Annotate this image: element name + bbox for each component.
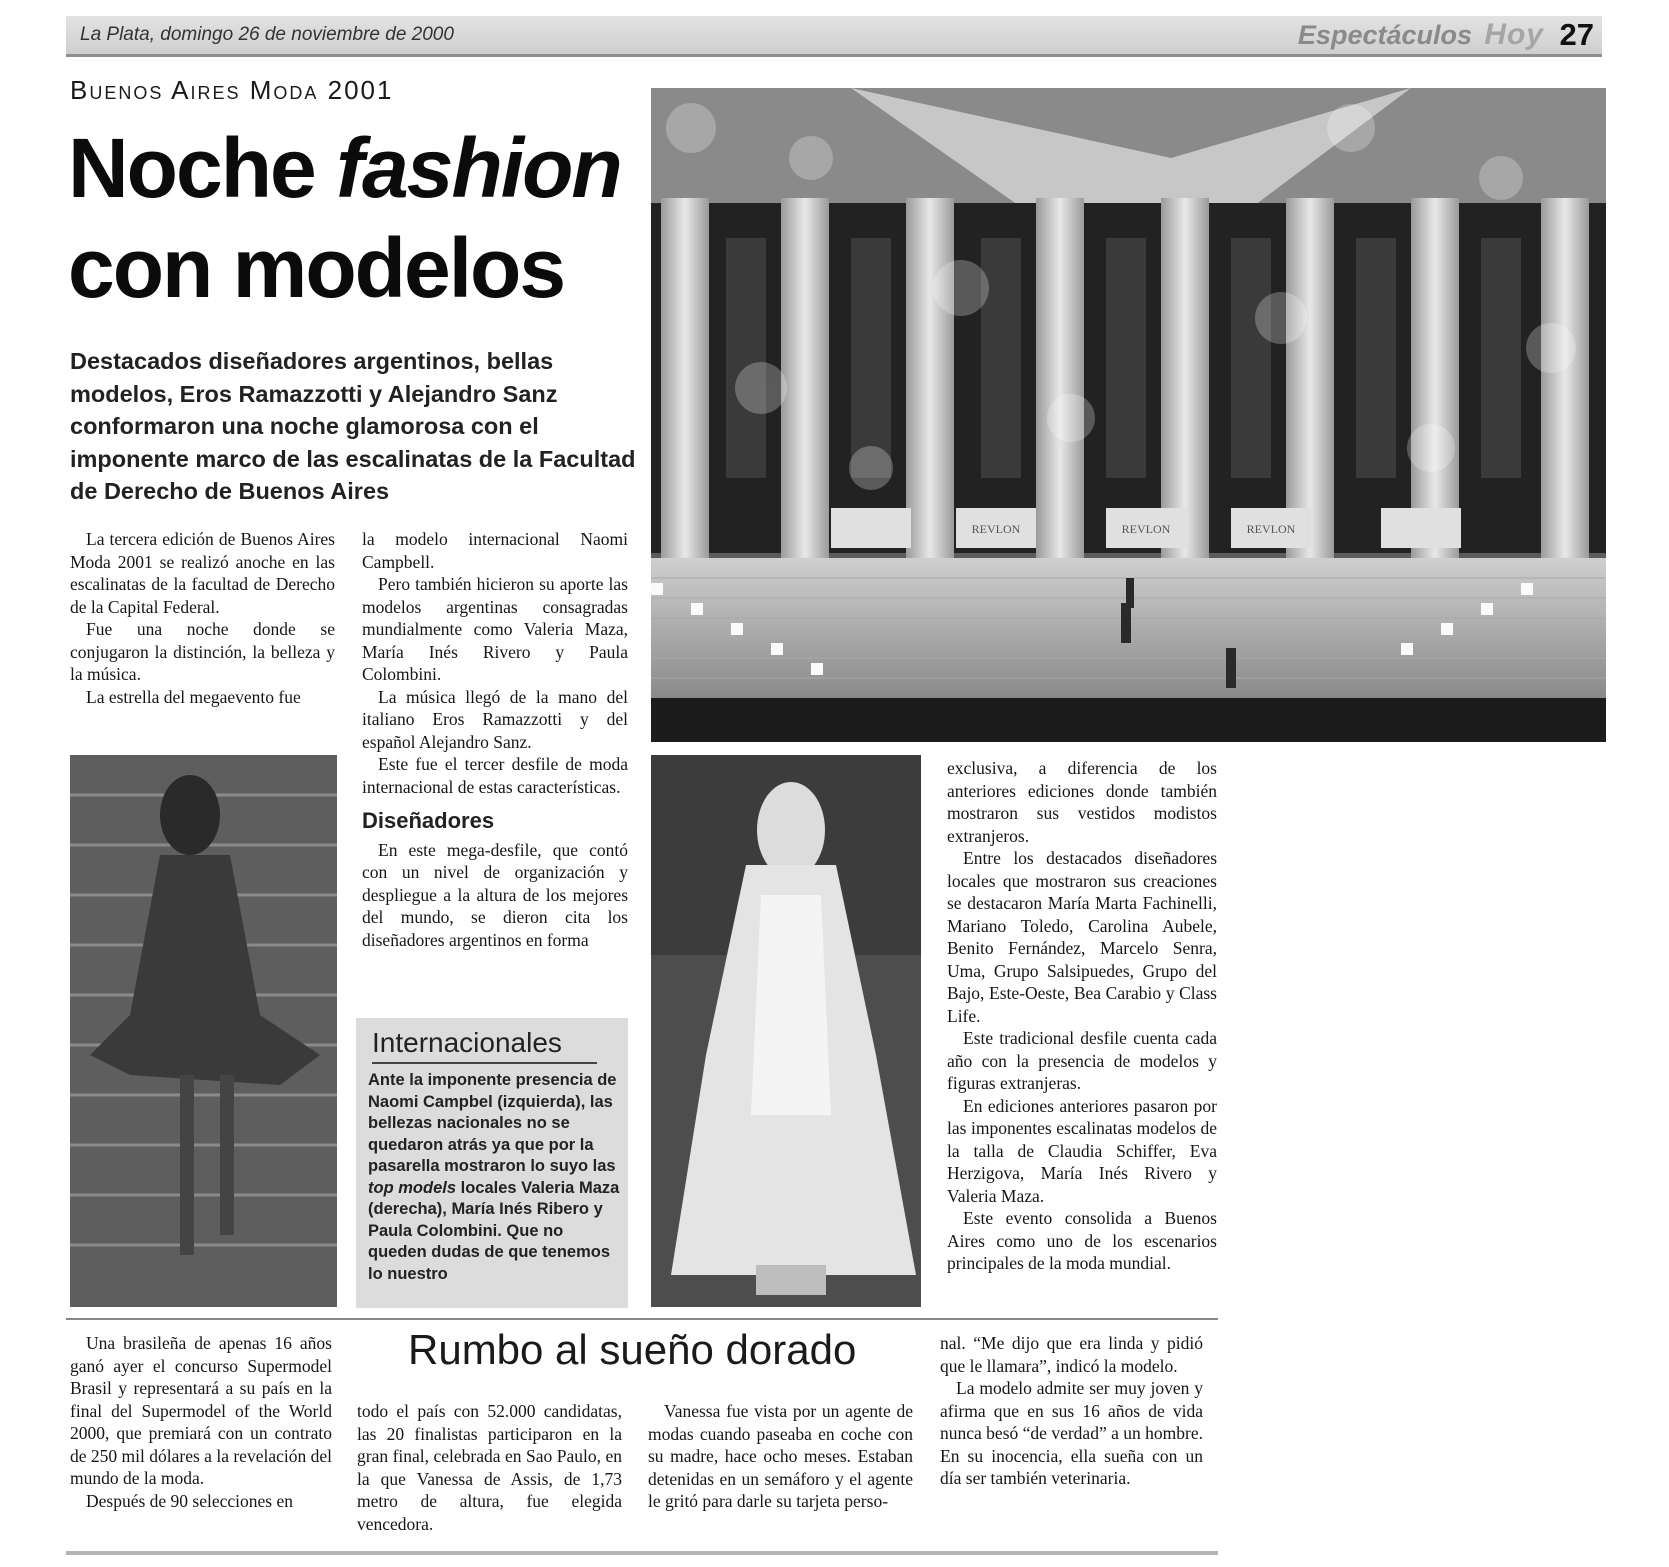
section-name: Espectáculos [1297, 20, 1472, 50]
paragraph: Este evento consolida a Buenos Aires como uno de los escenarios principales de la moda mundial. [947, 1208, 1217, 1273]
bottom-column-1 [70, 1332, 332, 1512]
paragraph: Entre los destacados diseñadores locales que mostraron sus creaciones se destacaron María Marta Fachinelli, Mariano Toledo, Carolina Aubele, Benito Fernández, Marcelo Senra, Uma, Grupo Salsipuedes, Grupo del Bajo, Este-Oeste, Bea Carabio y Class Life. [947, 848, 1217, 1026]
box-body-part-1: Ante la imponente presencia de Naomi Campbel (izquierda), las bellezas nacionales no se quedaron atrás ya que por la pasarella mostraron lo suyo las [368, 1071, 617, 1175]
box-title-rule [372, 1062, 597, 1064]
model-right-illustration [651, 755, 921, 1307]
photo-model-right [651, 755, 921, 1307]
article-kicker: Buenos Aires Moda 2001 [70, 75, 394, 105]
paragraph: La música llegó de la mano del italiano Eros Ramazzotti y del español Alejandro Sanz. [362, 686, 628, 752]
facade-banner-3: REVLON [1246, 522, 1296, 536]
paragraph: nal. “Me dijo que era linda y pidió que le llamara”, indicó la modelo. [940, 1333, 1203, 1376]
dateline: La Plata, domingo 26 de noviembre de 2000 [80, 24, 454, 45]
box-title: Internacionales [372, 1027, 562, 1058]
photo-model-left [70, 755, 337, 1307]
paragraph: Vanessa fue vista por un agente de modas cuando paseaba en coche con su madre, hace ocho meses. Estaban detenidas en un semáforo y el agente le gritó para darle su tarjeta perso- [648, 1401, 913, 1511]
facade-illustration [651, 88, 1606, 742]
bottom-article-title: Rumbo al sueño dorado [408, 1326, 857, 1373]
paragraph: Este fue el tercer desfile de moda internacional de estas características. [362, 754, 628, 797]
facade-banner-1: REVLON [971, 522, 1021, 536]
paragraph: exclusiva, a diferencia de los anteriores ediciones donde también mostraron sus vestidos modistos extranjeros. [947, 758, 1217, 846]
headline-part-1: Noche [68, 121, 315, 215]
paragraph: la modelo internacional Naomi Campbell. [362, 529, 628, 572]
article-column-3 [947, 757, 1217, 1275]
paragraph: Después de 90 selecciones en [86, 1490, 294, 1511]
facade-banner-2: REVLON [1121, 522, 1171, 536]
article-column-1 [70, 528, 335, 708]
paragraph: En este mega-desfile, que contó con un nivel de organización y despliegue a la altura de los mejores del mundo, se dieron cita los diseñadores argentinos en forma [362, 839, 628, 950]
box-body [368, 1070, 620, 1285]
paragraph: Una brasileña de apenas 16 años ganó ayer el concurso Supermodel Brasil y representará a su país en la final del Supermodel of the World 2000, que premiará con un contrato de 250 mil dólares a la revelación del mundo de la moda. [70, 1333, 332, 1488]
article-subhead: Destacados diseñadores argentinos, bellas modelos, Eros Ramazzotti y Alejandro Sanz conformaron una noche glamorosa con el imponente marco de las escalinatas de la Facultad de Derecho de Buenos Aires [70, 348, 636, 504]
page-header [66, 16, 1602, 57]
article-column-2 [362, 528, 628, 951]
paragraph: Fue una noche donde se conjugaron la distinción, la belleza y la música. [70, 619, 335, 684]
model-left-illustration [70, 755, 337, 1307]
newspaper-logo: Hoy [1484, 18, 1544, 51]
page-number: 27 [1559, 17, 1594, 52]
paragraph: La estrella del megaevento fue [86, 686, 301, 707]
headline-part-2: con modelos [68, 221, 565, 315]
paragraph: Este tradicional desfile cuenta cada año con la presencia de modelos y figuras extranjeras. [947, 1028, 1217, 1093]
headline-italic: fashion [336, 121, 621, 215]
bottom-column-3 [648, 1400, 913, 1513]
article-headline [68, 118, 668, 318]
bottom-article-top-rule [66, 1318, 1218, 1320]
box-body-italic: top models [368, 1178, 457, 1197]
paragraph: todo el país con 52.000 candidatas, las 20 finalistas participaron en la gran final, celebrada en Sao Paulo, en la que Vanessa de Assis, de 1,73 metro de altura, fue elegida vencedora. [357, 1401, 622, 1534]
box-body-part-2: locales Valeria Maza (derecha), María Inés Ribero y Paula Colombini. Que no queden dudas de que tenemos lo nuestro [368, 1178, 620, 1283]
paragraph: La tercera edición de Buenos Aires Moda 2001 se realizó anoche en las escalinatas de la facultad de Derecho de la Capital Federal. [70, 529, 335, 617]
sidebar-box-internacionales [356, 1018, 628, 1308]
paragraph: Pero también hicieron su aporte las modelos argentinas consagradas mundialmente como Valeria Maza, María Inés Rivero y Paula Colombini. [362, 574, 628, 684]
bottom-column-4 [940, 1332, 1203, 1490]
paragraph: En ediciones anteriores pasaron por las imponentes escalinatas modelos de la talla de Claudia Schiffer, Eva Herzigova, María Inés Rivero y Valeria Maza. [947, 1095, 1217, 1206]
bottom-article-bottom-rule [66, 1551, 1218, 1555]
bottom-column-2 [357, 1400, 622, 1535]
photo-facultad-facade [651, 88, 1606, 742]
section-subtitle: Diseñadores [362, 808, 495, 833]
paragraph: La modelo admite ser muy joven y afirma que en sus 16 años de vida nunca besó “de verdad” a un hombre. En su inocencia, ella sueña con un día ser también veterinaria. [940, 1378, 1203, 1488]
